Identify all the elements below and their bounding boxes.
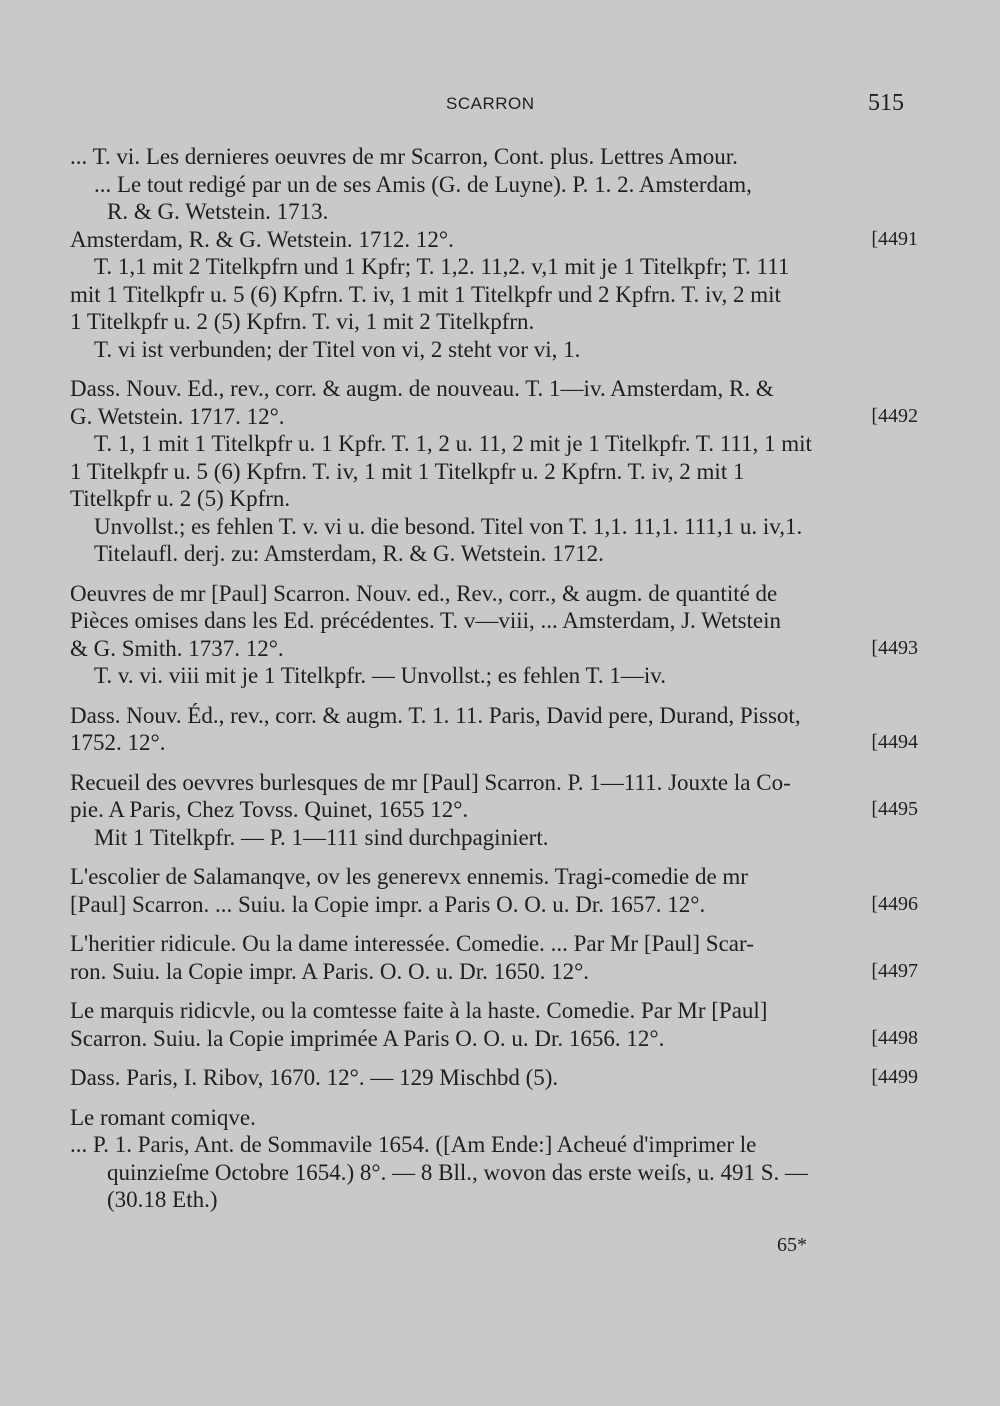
entry-line: ... P. 1. Paris, Ant. de Sommavile 1654. ([Am Ende:] Acheué d'imprimer le <box>70 1132 757 1157</box>
entry-line: Le marquis ridicvle, ou la comtesse faite à la haste. Comedie. Par Mr [Paul] <box>70 998 768 1023</box>
entry-line-text: Scarron. Suiu. la Copie imprimée A Paris O. O. u. Dr. 1656. 12°. <box>70 1025 665 1051</box>
entry-line-text: & G. Smith. 1737. 12°. <box>70 635 284 661</box>
entry-line: Oeuvres de mr [Paul] Scarron. Nouv. ed., Rev., corr., & augm. de quantité de <box>70 580 778 606</box>
entry-line: Pièces omises dans les Ed. précédentes. T. v—viii, ... Amsterdam, J. Wetstein <box>70 608 782 633</box>
signature-mark: 65* <box>777 1234 807 1256</box>
entry-line <box>70 1025 918 1053</box>
entry-line-text: G. Wetstein. 1717. 12°. <box>70 403 285 429</box>
entry-line <box>70 796 918 824</box>
catalog-entry-romant-comique <box>70 1104 912 1214</box>
entry-line <box>70 403 918 431</box>
entry-line: Recueil des oevvres burlesques de mr [Paul] Scarron. P. 1—111. Jouxte la Co- <box>70 769 791 795</box>
entry-number: [4492 <box>871 404 918 427</box>
page-number: 515 <box>868 90 904 116</box>
entry-number: [4497 <box>871 959 918 982</box>
entry-line-text: 1752. 12°. <box>70 730 166 755</box>
catalog-entry-4498 <box>70 997 918 1052</box>
entry-line: Le romant comiqve. <box>70 1104 256 1130</box>
entry-number: [4496 <box>871 892 918 915</box>
entry-line: Unvollst.; es fehlen T. v. vi u. die besond. Titel von T. 1,1. 11,1. 111,1 u. iv,1. <box>94 513 803 539</box>
catalog-body <box>70 143 918 1226</box>
entry-number: [4494 <box>871 731 918 753</box>
entry-line: T. 1,1 mit 2 Titelkpfrn und 1 Kpfr; T. 1,2. 11,2. v,1 mit je 1 Titelkpfr; T. 111 <box>94 254 790 279</box>
entry-number: [4499 <box>871 1066 918 1088</box>
entry-line: L'heritier ridicule. Ou la dame interessée. Comedie. ... Par Mr [Paul] Scar- <box>70 931 754 956</box>
catalog-entry-4492 <box>70 375 918 568</box>
catalog-entry-4497 <box>70 930 918 985</box>
catalog-entry-4493 <box>70 580 918 690</box>
entry-line-text: [Paul] Scarron. ... Suiu. la Copie impr. a Paris O. O. u. Dr. 1657. 12°. <box>70 891 706 917</box>
entry-line-text: Dass. Paris, I. Ribov, 1670. 12°. — 129 Mischbd (5). <box>70 1065 559 1090</box>
entry-line: (30.18 Eth.) <box>107 1187 218 1212</box>
entry-line <box>70 226 918 254</box>
entry-line: T. vi ist verbunden; der Titel von vi, 2 steht vor vi, 1. <box>94 336 581 362</box>
entry-line: Mit 1 Titelkpfr. — P. 1—111 sind durchpaginiert. <box>94 824 549 850</box>
catalog-entry-4499 <box>70 1064 918 1092</box>
catalog-entry-4491 <box>70 143 918 363</box>
entry-line <box>70 1064 918 1092</box>
entry-line: Titelaufl. derj. zu: Amsterdam, R. & G. Wetstein. 1712. <box>94 541 604 566</box>
entry-line: L'escolier de Salamanqve, ov les generevx ennemis. Tragi-comedie de mr <box>70 864 748 889</box>
entry-line: Dass. Nouv. Éd., rev., corr. & augm. T. 1. 11. Paris, David pere, Durand, Pissot, <box>70 702 801 728</box>
entry-line <box>70 958 918 986</box>
entry-number: [4491 <box>871 227 918 250</box>
catalog-entry-4495 <box>70 769 918 852</box>
entry-line: Dass. Nouv. Ed., rev., corr. & augm. de nouveau. T. 1—iv. Amsterdam, R. & <box>70 376 774 401</box>
entry-line: T. 1, 1 mit 1 Titelkpfr u. 1 Kpfr. T. 1, 2 u. 11, 2 mit je 1 Titelkpfr. T. 111, 1 mit <box>94 431 812 456</box>
entry-line <box>70 635 918 663</box>
catalog-entry-4496 <box>70 863 918 918</box>
entry-line <box>70 891 918 919</box>
entry-line: 1 Titelkpfr u. 2 (5) Kpfrn. T. vi, 1 mit 2 Titelkpfrn. <box>70 309 535 334</box>
entry-line <box>70 729 918 757</box>
entry-line-text: pie. A Paris, Chez Tovss. Quinet, 1655 12°. <box>70 797 469 822</box>
entry-number: [4495 <box>871 798 918 820</box>
entry-number: [4498 <box>871 1026 918 1049</box>
entry-line: Titelkpfr u. 2 (5) Kpfrn. <box>70 486 291 511</box>
catalog-entry-4494 <box>70 702 918 757</box>
entry-line: T. v. vi. viii mit je 1 Titelkpfr. — Unvollst.; es fehlen T. 1—iv. <box>94 663 667 688</box>
entry-line: ... T. vi. Les dernieres oeuvres de mr Scarron, Cont. plus. Lettres Amour. <box>70 144 738 169</box>
entry-line: 1 Titelkpfr u. 5 (6) Kpfrn. T. iv, 1 mit 1 Titelkpfr u. 2 Kpfrn. T. iv, 2 mit 1 <box>70 458 745 484</box>
entry-line-text: ron. Suiu. la Copie impr. A Paris. O. O. u. Dr. 1650. 12°. <box>70 958 590 984</box>
entry-line: mit 1 Titelkpfr u. 5 (6) Kpfrn. T. iv, 1 mit 1 Titelkpfr und 2 Kpfrn. T. iv, 2 mit <box>70 281 781 307</box>
running-head: SCARRON <box>446 94 535 113</box>
entry-line: ... Le tout redigé par un de ses Amis (G. de Luyne). P. 1. 2. Amsterdam, <box>94 171 752 197</box>
entry-number: [4493 <box>871 636 918 659</box>
entry-line: R. & G. Wetstein. 1713. <box>107 199 329 224</box>
entry-line-text: Amsterdam, R. & G. Wetstein. 1712. 12°. <box>70 226 454 252</box>
entry-line: quinzieſme Octobre 1654.) 8°. — 8 Bll., wovon das erste weiſs, u. 491 S. — <box>107 1159 809 1185</box>
